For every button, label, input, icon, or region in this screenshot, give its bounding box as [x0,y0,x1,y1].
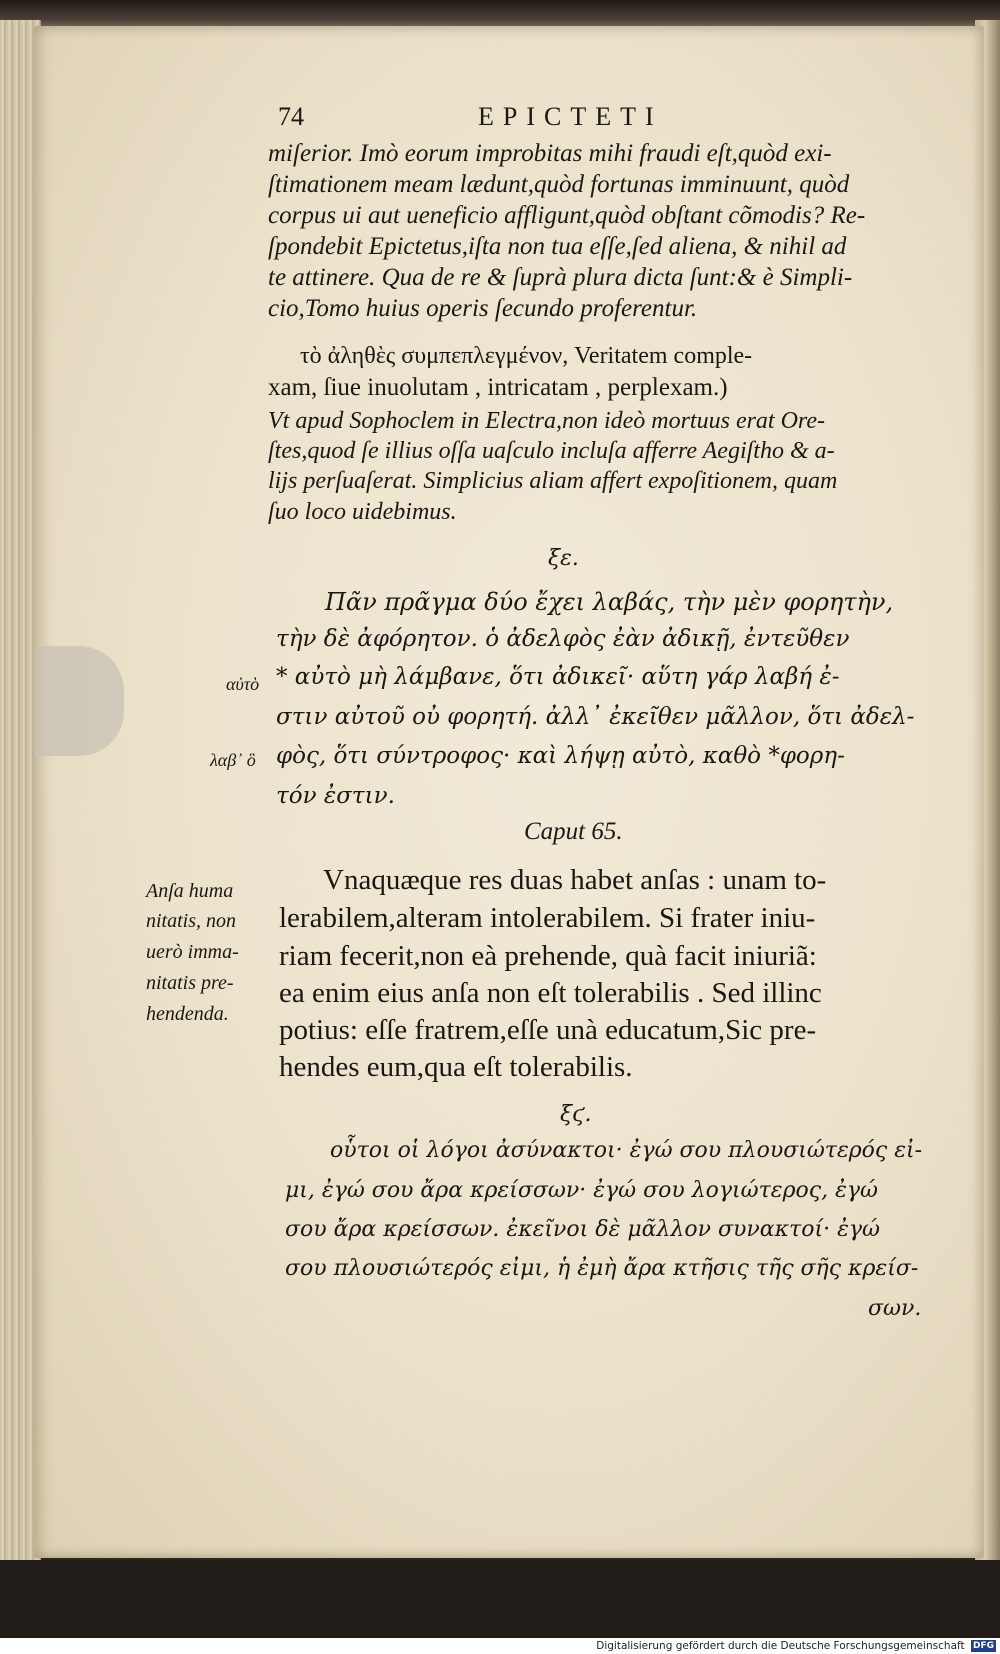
text-line: xam, ſiue inuolutam , intricatam , perplexam.) [268,374,728,401]
text-line: lerabilem,alteram intolerabilem. Si frater iniu- [279,902,816,934]
margin-note: αὐτὸ [226,674,260,694]
greek-line: σου πλουσιώτερός εἰμι, ἡ ἐμὴ ἄρα κτῆσις τῆς σῆς κρείσ- [285,1256,919,1281]
greek-line: φὸς, ὅτι σύντροφος· καὶ λήψῃ αὐτὸ, καθὸ *φορη- [276,743,845,769]
margin-note: Anſa huma [146,880,234,902]
text-line: hendes eum,qua eſt tolerabilis. [279,1051,633,1083]
margin-note: uerò imma- [146,941,239,963]
text-line: ea enim eius anſa non eſt tolerabilis . Sed illinc [279,977,822,1009]
page-tab-shadow [34,646,124,756]
text-line: ſpondebit Epictetus,iſta non tua eſſe,ſed aliena, & nihil ad [268,233,847,260]
margin-note: hendenda. [146,1003,229,1025]
greek-line: τὴν δὲ ἀφόρητον. ὁ ἀδελφὸς ἐὰν ἀδικῇ, ἐντεῦθεν [276,626,850,652]
text-line: lijs perſuaſerat. Simplicius aliam affert expoſitionem, quam [268,468,838,494]
text-line: ſtimationem meam lædunt,quòd fortunas imminuunt, quòd [268,171,850,198]
greek-line: * αὐτὸ μὴ λάμβανε, ὅτι ἀδικεῖ· αὕτη γάρ λαβή ἐ- [276,664,840,690]
text-line: miſerior. Imò eorum improbitas mihi fraudi eſt,quòd exi- [268,140,832,167]
text-line: te attinere. Qua de re & ſuprà plura dicta ſunt:& è Simpli- [268,264,853,291]
running-title: EPICTETI [478,102,663,131]
greek-line: Πᾶν πρᾶγμα δύο ἔχει λαβάς, τὴν μὲν φορητὴν, [325,588,894,616]
section-number: ξε. [548,546,579,571]
dfg-logo: DFG [972,1641,994,1651]
section-number: ξϛ. [560,1102,592,1127]
digitization-credit: Digitalisierung gefördert durch die Deutsche Forschungsgemeinschaft [596,1640,965,1652]
text-line: potius: eſſe fratrem,eſſe unà educatum,Sic pre- [279,1014,817,1046]
text-line: corpus ui aut ueneficio affligunt,quòd obſtant cõmodis? Re- [268,202,866,229]
greek-line: μι, ἐγώ σου ἄρα κρείσσων· ἐγώ σου λογιώτερος, ἐγώ [285,1178,878,1203]
margin-note: nitatis, non [146,910,237,932]
greek-line: τόν ἐστιν. [276,783,395,809]
text-line: Vnaquæque res duas habet anſas : unam to- [323,864,827,896]
text-line: τὸ ἀληθὲς συμπεπλεγμένον, Veritatem comple- [300,343,753,369]
text-line: ſtes,quod ſe illius oſſa uaſculo incluſa afferre Aegiſtho & a- [268,438,835,464]
greek-line: σων. [868,1296,922,1321]
digitization-footer [0,1638,1000,1654]
text-line: riam fecerit,non eà prehende, quà facit iniuriã: [279,940,817,972]
greek-line: στιν αὐτοῦ οὐ φορητή. ἀλλ᾽ ἐκεῖθεν μᾶλλον, ὅτι ἀδελ- [276,704,915,730]
greek-line: σου ἄρα κρείσσων. ἐκεῖνοι δὲ μᾶλλον συνακτοί· ἐγώ [285,1217,880,1242]
text-line: cio,Tomo huius operis ſecundo proferentur. [268,295,698,322]
chapter-heading: Caput 65. [524,818,623,845]
margin-note: nitatis pre- [146,972,234,994]
page-number: 74 [278,102,304,131]
greek-line: οὗτοι οἱ λόγοι ἀσύνακτοι· ἐγώ σου πλουσιώτερός εἰ- [330,1138,923,1163]
margin-note: λαβ᾽ ὃ [210,750,256,770]
text-line: Vt apud Sophoclem in Electra,non ideò mortuus erat Ore- [268,408,826,434]
text-line: ſuo loco uidebimus. [268,499,457,525]
